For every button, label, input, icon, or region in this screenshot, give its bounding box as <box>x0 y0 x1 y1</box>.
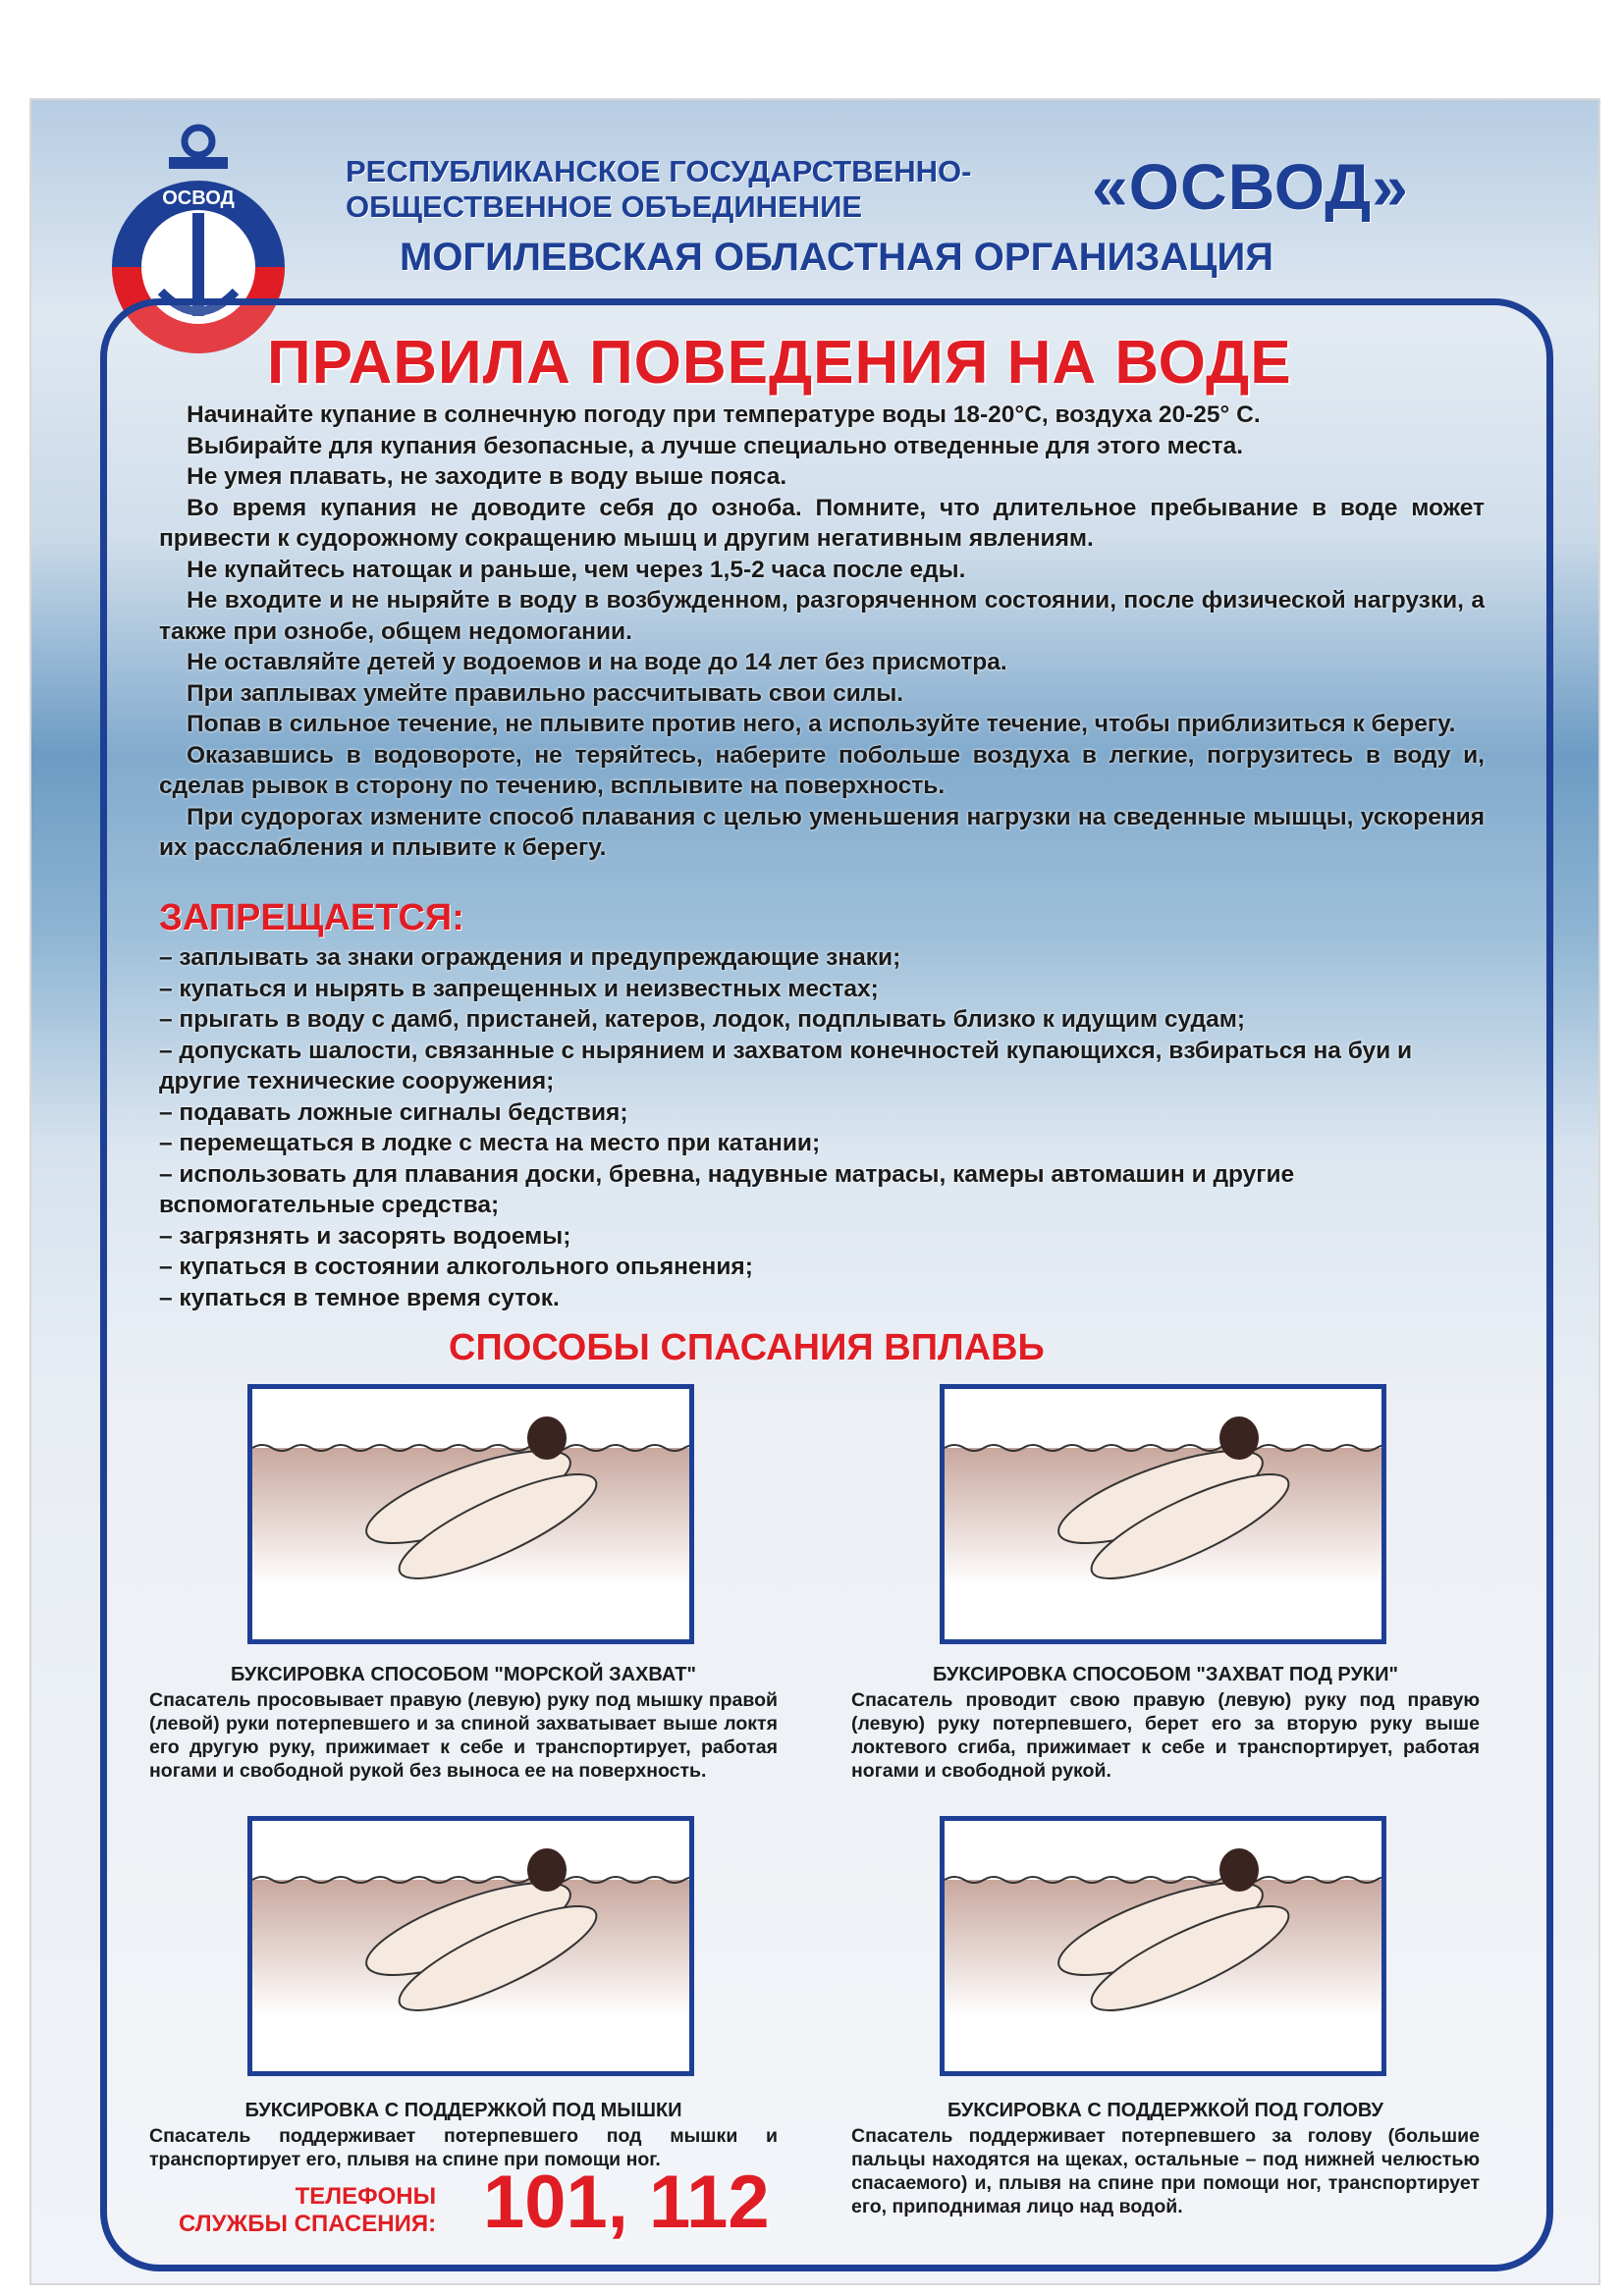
prohibited-item: – загрязнять и засорять водоемы; <box>159 1222 571 1250</box>
rule-item: При судорогах измените способ плавания с целью уменьшения нагрузки на сведенные мышцы, ускорения их расслабления и плывите к берегу. <box>159 803 1485 861</box>
phones-label <box>179 2183 436 2238</box>
rule-item: Выбирайте для купания безопасные, а лучше специально отведенные для этого места. <box>187 432 1244 459</box>
method-text: Спасатель поддерживает потерпевшего за голову (большие пальцы находятся на щеках, остальные – под нижней челюстью спасаемого) и, плывя на спине при помощи ног, транспортирует его, приподнимая лицо над водой. <box>851 2125 1480 2217</box>
method-title: БУКСИРОВКА СПОСОБОМ "МОРСКОЙ ЗАХВАТ" <box>231 1664 696 1685</box>
poster <box>29 98 1600 2285</box>
svg-text:ОСВОД: ОСВОД <box>162 187 235 209</box>
rescue-illustration <box>940 1384 1386 1644</box>
rule-item: Не умея плавать, не заходите в воду выше пояса. <box>187 463 787 490</box>
prohibited-item: – допускать шалости, связанные с нырянием и захватом конечностей купающихся, взбираться на буи и другие технические сооружения; <box>159 1037 1413 1095</box>
phones-label-2: СЛУЖБЫ СПАСЕНИЯ: <box>179 2211 437 2237</box>
rules-list <box>159 400 1485 864</box>
prohibited-item: – заплывать за знаки ограждения и предупреждающие знаки; <box>159 944 901 971</box>
rescue-illustration <box>247 1816 694 2076</box>
method-title: БУКСИРОВКА СПОСОБОМ "ЗАХВАТ ПОД РУКИ" <box>933 1664 1398 1685</box>
prohibited-item: – перемещаться в лодке с места на место при катании; <box>159 1130 821 1156</box>
method-caption <box>851 2099 1480 2218</box>
method-text: Спасатель поддерживает потерпевшего под мышки и транспортирует его, плывя на спине при помощи ног. <box>149 2125 778 2170</box>
method-title: БУКСИРОВКА С ПОДДЕРЖКОЙ ПОД ГОЛОВУ <box>947 2100 1384 2121</box>
phones-label-1: ТЕЛЕФОНЫ <box>295 2183 437 2210</box>
method-text: Спасатель проводит свою правую (левую) руку под правую (левую) руку потерпевшего, берет его за вторую руку выше локтевого сгиба, прижимает к себе и транспортирует, работая ногами и свободной рукой. <box>851 1689 1480 1782</box>
page-title: ПРАВИЛА ПОВЕДЕНИЯ НА ВОДЕ <box>267 329 1292 397</box>
method-text: Спасатель просовывает правую (левую) руку под мышку правой (левой) руки потерпевшего и за спиной захватывает выше локтя его другую руку, прижимает к себе и транспортирует, работая ногами и свободной рукой без выноса ее на поверхность. <box>149 1689 778 1782</box>
rule-item: Не входите и не ныряйте в воду в возбужденном, разгоряченном состоянии, после физической нагрузки, а также при ознобе, общем недомогании. <box>159 587 1485 645</box>
method-caption <box>851 1663 1480 1783</box>
org-name <box>346 154 971 225</box>
prohibited-item: – использовать для плавания доски, бревна, надувные матрасы, камеры автомашин и другие вспомогательные средства; <box>159 1160 1295 1218</box>
prohibited-list <box>159 942 1485 1313</box>
org-line-2: ОБЩЕСТВЕННОЕ ОБЪЕДИНЕНИЕ <box>346 189 863 224</box>
prohibited-item: – купаться в темное время суток. <box>159 1284 560 1311</box>
rule-item: Не оставляйте детей у водоемов и на воде до 14 лет без присмотра. <box>187 649 1007 675</box>
rule-item: Попав в сильное течение, не плывите против него, а используйте течение, чтобы приблизиться к берегу. <box>187 711 1456 737</box>
rule-item: Не купайтесь натощак и раньше, чем через 1,5-2 часа после еды. <box>187 556 966 583</box>
brand-name: «ОСВОД» <box>1092 150 1409 223</box>
rule-item: При заплывах умейте правильно рассчитывать свои силы. <box>187 679 904 707</box>
rule-item: Оказавшись в водовороте, не теряйтесь, наберите побольше воздуха в легкие, погрузитесь в воду и, сделав рывок в сторону по течению, всплывите на поверхность. <box>159 741 1485 799</box>
org-line-1: РЕСПУБЛИКАНСКОЕ ГОСУДАРСТВЕННО- <box>346 154 972 188</box>
prohibited-item: – прыгать в воду с дамб, пристаней, катеров, лодок, подплывать близко к идущим судам; <box>159 1006 1245 1033</box>
method-title: БУКСИРОВКА С ПОДДЕРЖКОЙ ПОД МЫШКИ <box>244 2100 682 2121</box>
rescue-illustration <box>247 1384 694 1644</box>
rule-item: Во время купания не доводите себя до озноба. Помните, что длительное пребывание в воде может привести к судорожному сокращению мышц и другим негативным явлениям. <box>159 494 1485 552</box>
rescue-illustration <box>940 1816 1386 2076</box>
region-name: МОГИЛЕВСКАЯ ОБЛАСТНАЯ ОРГАНИЗАЦИЯ <box>400 236 1273 279</box>
prohibited-item: – купаться и нырять в запрещенных и неизвестных местах; <box>159 975 879 1002</box>
prohibited-heading: ЗАПРЕЩАЕТСЯ: <box>159 897 464 938</box>
method-caption <box>149 1663 778 1783</box>
prohibited-item: – подавать ложные сигналы бедствия; <box>159 1098 628 1126</box>
methods-heading: СПОСОБЫ СПАСАНИЯ ВПЛАВЬ <box>449 1327 1045 1368</box>
phone-numbers: 101, 112 <box>483 2161 770 2244</box>
rule-item: Начинайте купание в солнечную погоду при температуре воды 18-20°С, воздуха 20-25° С. <box>187 401 1261 428</box>
prohibited-item: – купаться в состоянии алкогольного опьянения; <box>159 1254 753 1280</box>
